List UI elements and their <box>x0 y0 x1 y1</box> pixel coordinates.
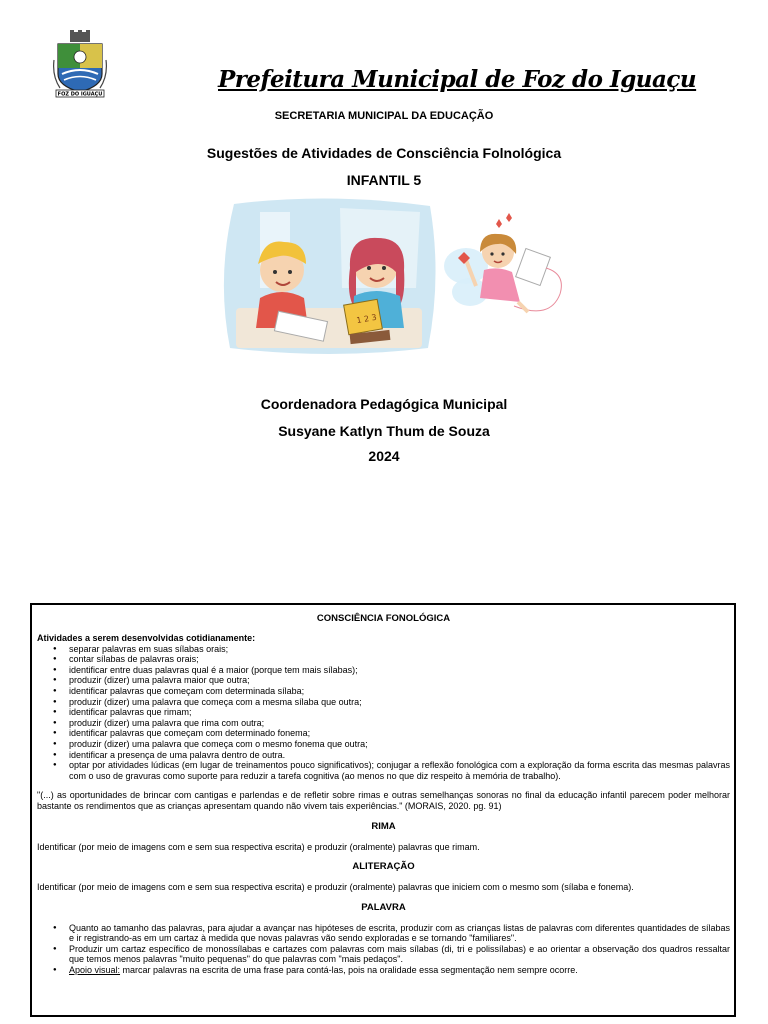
quote-paragraph: "(...) as oportunidades de brincar com cantigas e parlendas e de refletir sobre rimas e outras semelhanças sonoras no final da educação infantil parecem poder melhorar bastante os rendimentos que as crianças apresentam quando não vivem tais experiências." (MORAIS, 2020. pg. 91) <box>37 790 730 811</box>
book-numbers: 1 2 3 <box>355 312 378 326</box>
list-item: ● contar sílabas de palavras orais; <box>69 654 730 665</box>
municipal-crest-logo <box>52 30 108 102</box>
list-item: ● produzir (dizer) uma palavra que começa com o mesmo fonema que outra; <box>69 739 730 750</box>
list-item: ● identificar palavras que começam com determinada sílaba; <box>69 686 730 697</box>
apoio-label: Apoio visual: <box>69 965 121 976</box>
list-item: ● optar por atividades lúdicas (em lugar de treinamentos pouco significativos); conjugar a reflexão fonológica com a exploração da forma escrita das mesmas palavras com o uso de gravuras como suporte para reduzir a tarefa cognitiva (ao menos no que diz respeito à memória de trabalho). <box>69 760 730 781</box>
list-item: ● separar palavras em suas sílabas orais; <box>69 644 730 655</box>
list-item: ● produzir (dizer) uma palavra que rima com outra; <box>69 718 730 729</box>
fairy-girl-illustration <box>440 210 570 330</box>
list-item: ● produzir (dizer) uma palavra maior que outra; <box>69 675 730 686</box>
list-item: ● identificar palavras que rimam; <box>69 707 730 718</box>
section-heading-rima: RIMA <box>371 820 396 832</box>
crest-caption: FOZ DO IGUAÇU <box>57 91 103 98</box>
aliteracao-paragraph: Identificar (por meio de imagens com e sem sua respectiva escrita) e produzir (oralmente) palavras que iniciem com o mesmo som (sílaba e fonema). <box>37 882 634 893</box>
list-item: ● Produzir um cartaz específico de monossílabas e cartazes com palavras com mais sílabas (di, tri e polissílabas) e ao orientar a observação dos quadros ressaltar que temos menos palavras "muito pequenas" do que palavras com "mais pedaços". <box>69 944 730 965</box>
municipality-title: Prefeitura Municipal de Foz do Iguaçu <box>218 66 697 93</box>
document-subtitle: INFANTIL 5 <box>346 172 422 188</box>
list-item: ● produzir (dizer) uma palavra que começa com a mesma sílaba que outra; <box>69 697 730 708</box>
palavra-list <box>37 923 730 976</box>
document-title: Sugestões de Atividades de Consciência Folnológica <box>206 145 562 161</box>
coordinator-role: Coordenadora Pedagógica Municipal <box>260 396 508 412</box>
department-name: SECRETARIA MUNICIPAL DA EDUCAÇÃO <box>274 110 494 122</box>
rima-paragraph: Identificar (por meio de imagens com e sem sua respectiva escrita) e produzir (oralmente) palavras que rimam. <box>37 841 480 852</box>
list-item: ● identificar entre duas palavras qual é a maior (porque tem mais sílabas); <box>69 665 730 676</box>
activities-lead: Atividades a serem desenvolvidas cotidianamente: <box>37 633 256 643</box>
list-item: ● identificar a presença de uma palavra dentro de outra. <box>69 750 730 761</box>
list-item <box>69 965 730 976</box>
list-item: ● identificar palavras que começam com determinado fonema; <box>69 728 730 739</box>
section-heading-consciencia: CONSCIÊNCIA FONOLÓGICA <box>316 613 451 624</box>
list-item: ● Quanto ao tamanho das palavras, para ajudar a avançar nas hipóteses de escrita, produzir com as crianças listas de palavras com diferentes quantidades de sílabas e ir registrando-as em um cartaz à medida que novas palavras vão sendo exploradas e se tornando "familiares". <box>69 923 730 944</box>
document-year: 2024 <box>368 448 400 464</box>
activities-list <box>37 644 730 782</box>
coordinator-name: Susyane Katlyn Thum de Souza <box>278 423 490 439</box>
section-heading-palavra: PALAVRA <box>361 901 406 913</box>
content-box <box>30 603 736 1017</box>
apoio-text: marcar palavras na escrita de uma frase para contá-las, pois na oralidade essa segmentação nem sempre ocorre. <box>120 965 578 976</box>
children-studying-illustration <box>220 198 438 356</box>
section-heading-aliteracao: ALITERAÇÃO <box>352 861 415 873</box>
